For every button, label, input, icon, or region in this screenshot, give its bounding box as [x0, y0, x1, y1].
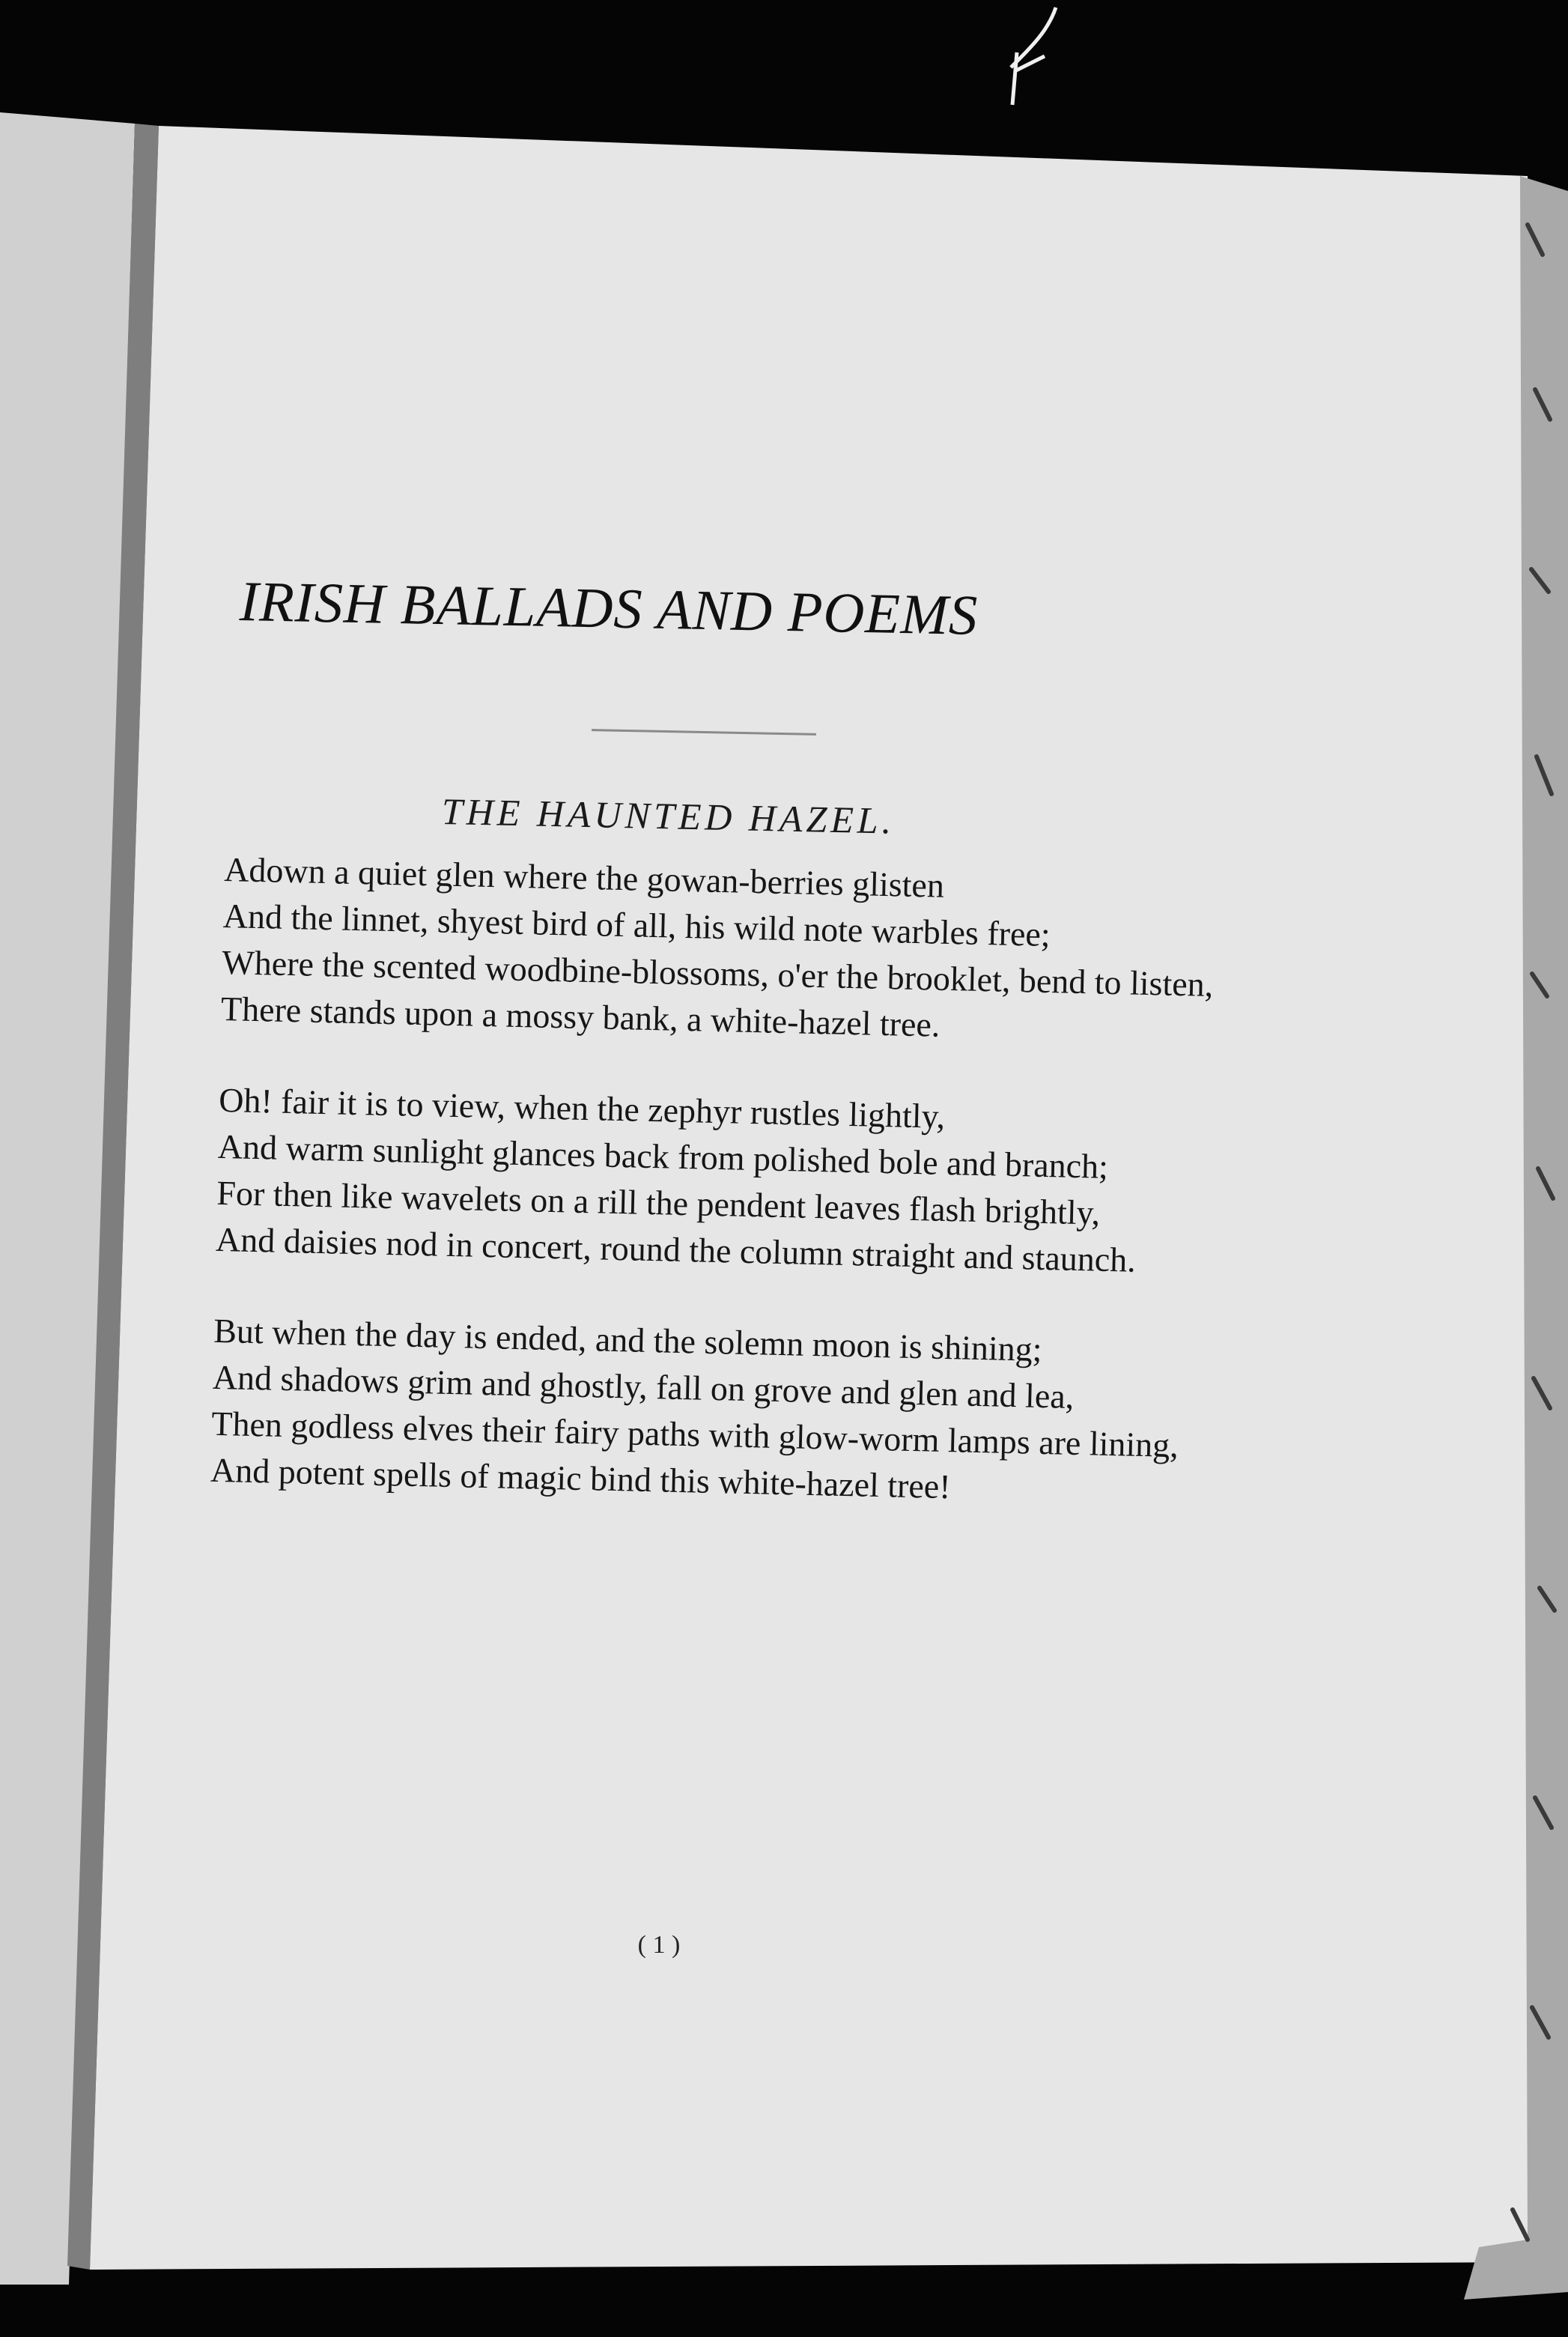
- poem-line: And the linnet, shyest bird of all, his wild note warbles free;: [222, 896, 1051, 954]
- running-header: IRISH BALLADS AND POEMS: [239, 570, 979, 647]
- poem-line: For then like wavelets on a rill the pendent leaves flash brightly,: [216, 1173, 1101, 1232]
- poem-line: But when the day is ended, and the solemn moon is shining;: [213, 1311, 1043, 1368]
- stanza: [220, 846, 1214, 1054]
- poem-line: And shadows grim and ghostly, fall on grove and glen and lea,: [212, 1357, 1075, 1416]
- poem-line: And warm sunlight glances back from polished bole and branch;: [217, 1127, 1109, 1186]
- title-rule: [592, 729, 816, 736]
- stanza: [210, 1308, 1179, 1515]
- poem-line: Adown a quiet glen where the gowan-berries glisten: [223, 849, 945, 905]
- poem-line: And potent spells of magic bind this white-hazel tree!: [210, 1450, 952, 1506]
- poem-line: Oh! fair it is to view, when the zephyr rustles lightly,: [218, 1080, 946, 1136]
- poem-line: And daisies nod in concert, round the column straight and staunch.: [215, 1219, 1137, 1279]
- poem-body: [210, 846, 1214, 1515]
- poem-line: Then godless elves their fairy paths with glow-worm lamps are lining,: [210, 1404, 1179, 1465]
- poem-line: Where the scented woodbine-blossoms, o'er the brooklet, bend to listen,: [221, 942, 1214, 1004]
- page-number: ( 1 ): [637, 1931, 681, 1959]
- stanza: [215, 1077, 1177, 1285]
- poem-title: THE HAUNTED HAZEL.: [441, 790, 896, 842]
- poem-line: There stands upon a mossy bank, a white-hazel tree.: [220, 989, 941, 1044]
